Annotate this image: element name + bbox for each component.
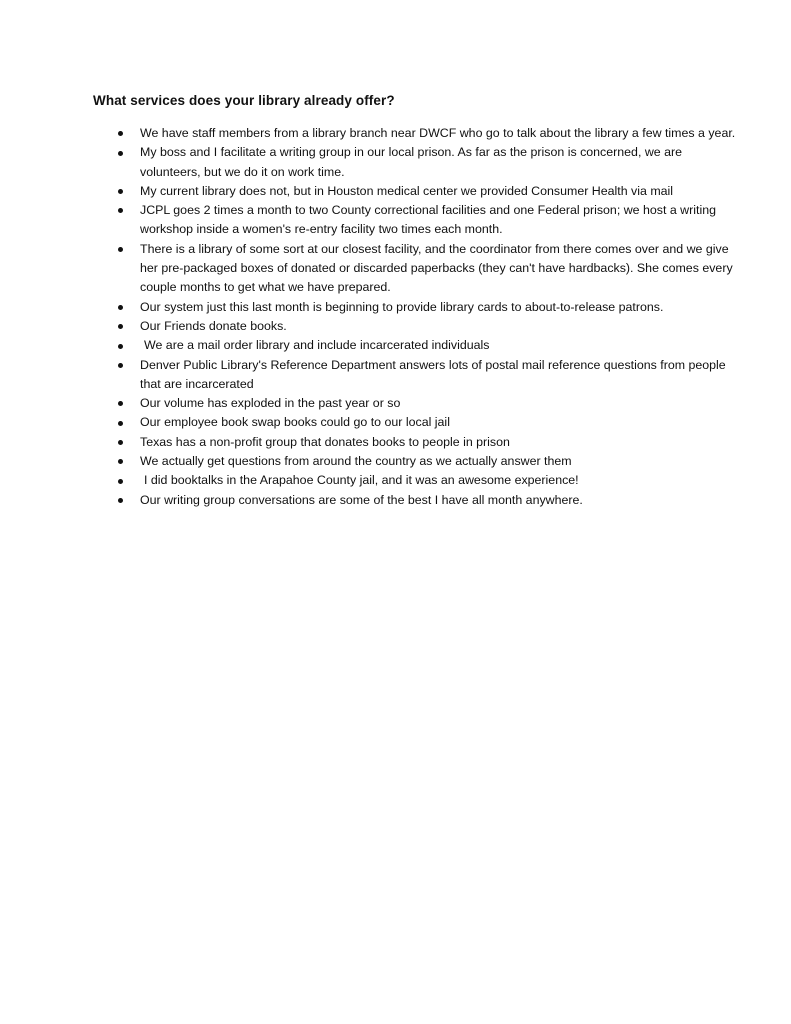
list-item: Our writing group conversations are some of the best I have all month anywhere. <box>140 491 742 510</box>
list-item: JCPL goes 2 times a month to two County correctional facilities and one Federal prison; we host a writing workshop inside a women's re-entry facility two times each month. <box>140 201 742 240</box>
list-item: We have staff members from a library branch near DWCF who go to talk about the library a few times a year. <box>140 124 742 143</box>
list-item: Our system just this last month is beginning to provide library cards to about-to-release patrons. <box>140 298 742 317</box>
list-item: My current library does not, but in Houston medical center we provided Consumer Health via mail <box>140 182 742 201</box>
list-item: My boss and I facilitate a writing group in our local prison. As far as the prison is concerned, we are volunteers, but we do it on work time. <box>140 143 742 182</box>
list-item: I did booktalks in the Arapahoe County jail, and it was an awesome experience! <box>140 471 742 490</box>
list-item: Denver Public Library's Reference Department answers lots of postal mail reference questions from people that are incarcerated <box>140 356 742 395</box>
list-item: Texas has a non-profit group that donates books to people in prison <box>140 433 742 452</box>
list-item: There is a library of some sort at our closest facility, and the coordinator from there comes over and we give her pre-packaged boxes of donated or discarded paperbacks (they can't have hardbacks). She comes every couple months to get what we have prepared. <box>140 240 742 298</box>
list-item: Our volume has exploded in the past year or so <box>140 394 742 413</box>
list-item: Our employee book swap books could go to our local jail <box>140 413 742 432</box>
list-item: Our Friends donate books. <box>140 317 742 336</box>
list-item: We are a mail order library and include incarcerated individuals <box>140 336 742 355</box>
page-title: What services does your library already offer? <box>93 93 395 108</box>
bullet-list <box>93 124 742 510</box>
list-item: We actually get questions from around the country as we actually answer them <box>140 452 742 471</box>
